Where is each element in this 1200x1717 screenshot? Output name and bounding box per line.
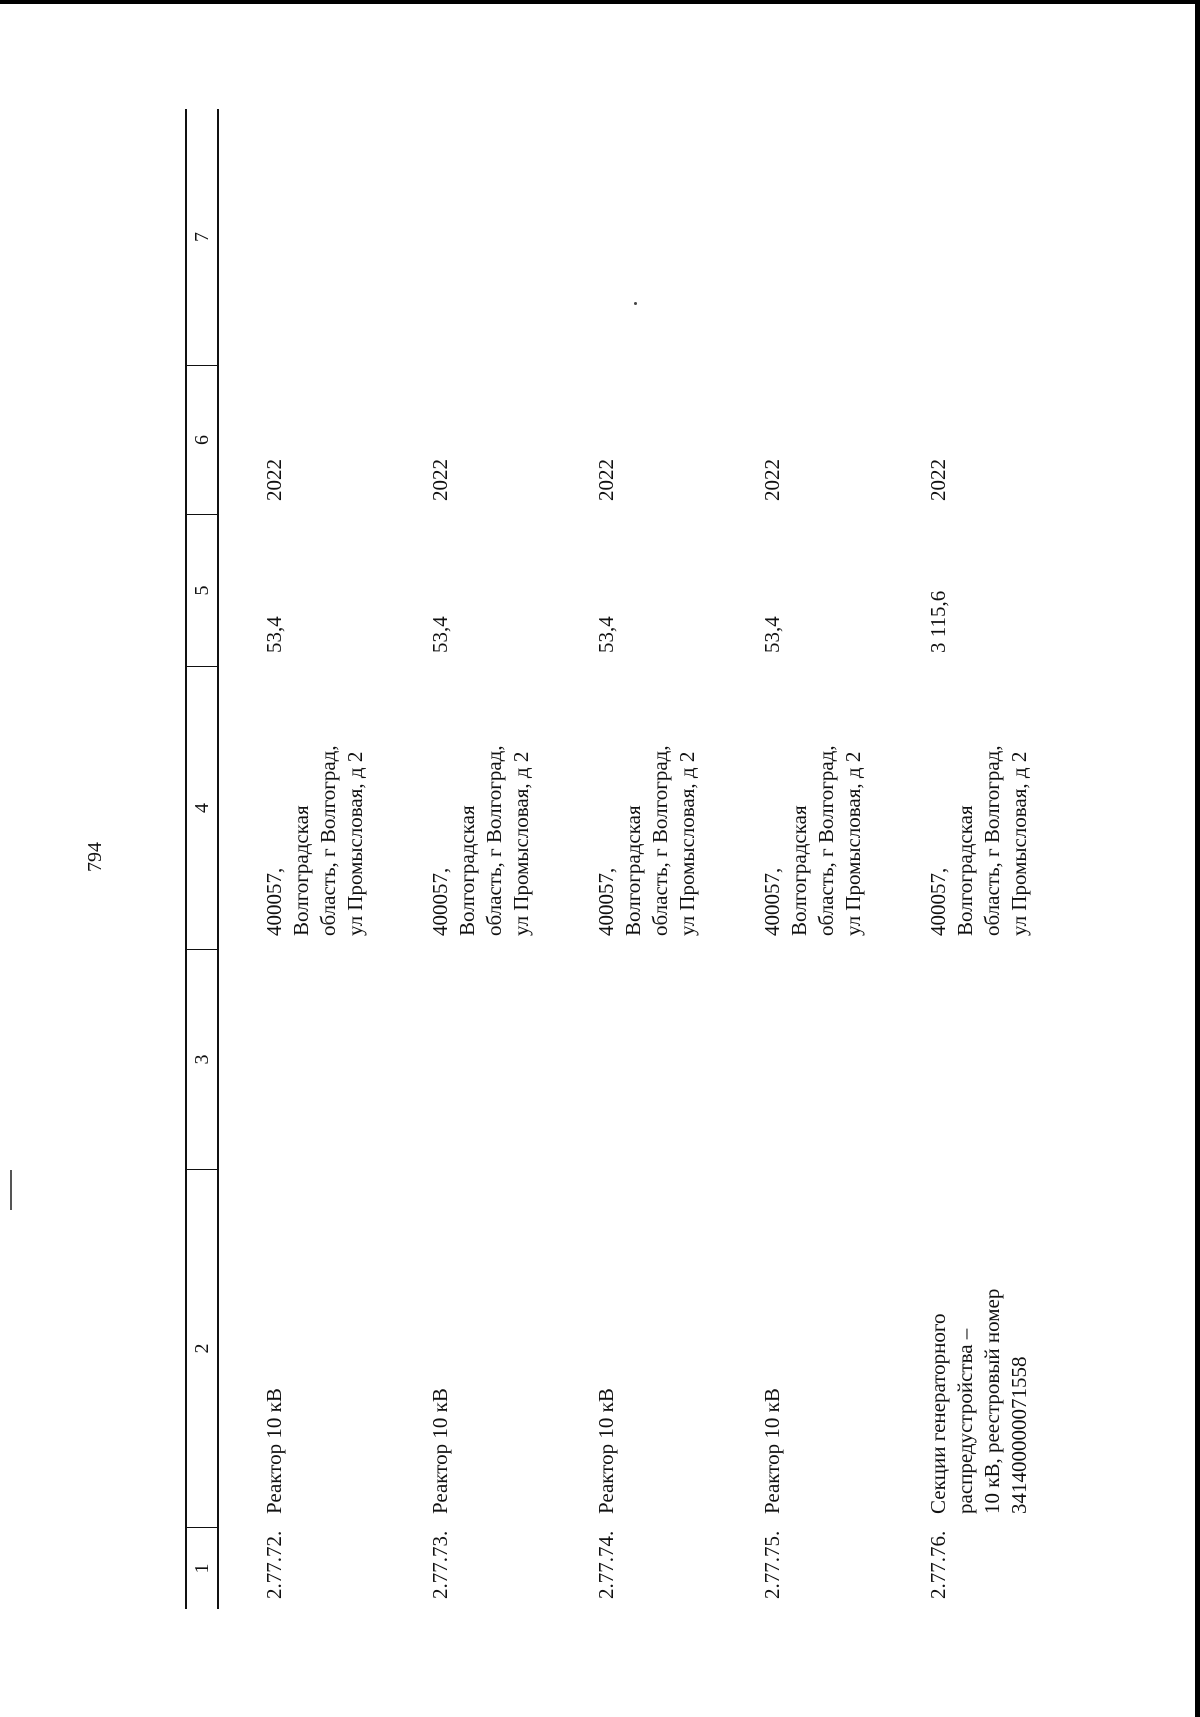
column-header-5: 5 bbox=[187, 515, 217, 667]
address-cell-line: ул Промысловая, д 2 bbox=[343, 751, 367, 936]
address-cell-line: 400057, bbox=[262, 867, 286, 936]
table-row bbox=[551, 109, 717, 1609]
value-cell: 53,4 bbox=[594, 616, 618, 653]
table-body bbox=[219, 109, 1049, 1609]
address-cell-line: область, г Волгоград, bbox=[316, 745, 340, 936]
address-cell-line: область, г Волгоград, bbox=[648, 745, 672, 936]
value-cell: 53,4 bbox=[262, 616, 286, 653]
column-header-6: 6 bbox=[187, 366, 217, 515]
address-cell-line: Волгоградская bbox=[953, 805, 977, 936]
address-cell bbox=[551, 667, 717, 950]
year-cell: 2022 bbox=[594, 459, 618, 501]
address-cell-line: ул Промысловая, д 2 bbox=[841, 751, 865, 936]
address-cell-line: Волгоградская bbox=[455, 805, 479, 936]
address-cell-line: 400057, bbox=[760, 867, 784, 936]
column3-cell bbox=[385, 950, 551, 1170]
data-table bbox=[185, 109, 1049, 1609]
name-cell-line: 341400000071558 bbox=[1007, 1356, 1031, 1514]
row-number-cell: 2.77.75. bbox=[760, 1530, 784, 1599]
table-row bbox=[219, 109, 385, 1609]
address-cell-line: 400057, bbox=[926, 867, 950, 936]
year-cell: 2022 bbox=[926, 459, 950, 501]
name-cell-line: 10 кВ, реестровый номер bbox=[980, 1288, 1004, 1514]
page-number: 794 bbox=[84, 842, 106, 872]
value-cell: 3 115,6 bbox=[926, 590, 950, 653]
column-header-2: 2 bbox=[187, 1170, 217, 1528]
name-cell-line: распредустройства – bbox=[953, 1328, 977, 1514]
address-cell-line: Волгоградская bbox=[289, 805, 313, 936]
year-cell: 2022 bbox=[262, 459, 286, 501]
year-cell: 2022 bbox=[760, 459, 784, 501]
table-header-row bbox=[187, 109, 219, 1609]
column-header-1: 1 bbox=[191, 1563, 213, 1574]
address-cell-line: 400057, bbox=[594, 867, 618, 936]
address-cell-line: Волгоградская bbox=[621, 805, 645, 936]
name-cell bbox=[883, 1170, 1049, 1528]
row-number-cell: 2.77.73. bbox=[428, 1530, 452, 1599]
table-row bbox=[717, 109, 883, 1609]
column3-cell bbox=[717, 950, 883, 1170]
value-cell: 53,4 bbox=[428, 616, 452, 653]
column7-cell bbox=[883, 109, 1049, 366]
table-row bbox=[883, 109, 1049, 1609]
year-cell: 2022 bbox=[428, 459, 452, 501]
column7-cell bbox=[717, 109, 883, 366]
table-row bbox=[385, 109, 551, 1609]
column7-cell bbox=[385, 109, 551, 366]
address-cell bbox=[883, 667, 1049, 950]
value-cell: 53,4 bbox=[760, 616, 784, 653]
name-cell-line: Реактор 10 кВ bbox=[594, 1388, 618, 1514]
address-cell-line: ул Промысловая, д 2 bbox=[675, 751, 699, 936]
column-header-4: 4 bbox=[187, 667, 217, 950]
column7-cell bbox=[219, 109, 385, 366]
row-number-cell: 2.77.74. bbox=[594, 1530, 618, 1599]
address-cell-line: область, г Волгоград, bbox=[980, 745, 1004, 936]
name-cell bbox=[219, 1170, 385, 1528]
name-cell-line: Реактор 10 кВ bbox=[760, 1388, 784, 1514]
row-number-cell: 2.77.72. bbox=[262, 1530, 286, 1599]
address-cell-line: 400057, bbox=[428, 867, 452, 936]
address-cell bbox=[385, 667, 551, 950]
column3-cell bbox=[551, 950, 717, 1170]
column3-cell bbox=[883, 950, 1049, 1170]
address-cell-line: Волгоградская bbox=[787, 805, 811, 936]
name-cell bbox=[717, 1170, 883, 1528]
name-cell bbox=[551, 1170, 717, 1528]
column-header-7: 7 bbox=[187, 109, 217, 366]
column7-cell bbox=[551, 109, 717, 366]
address-cell-line: ул Промысловая, д 2 bbox=[1007, 751, 1031, 936]
address-cell bbox=[717, 667, 883, 950]
address-cell bbox=[219, 667, 385, 950]
column3-cell bbox=[219, 950, 385, 1170]
column-header-3: 3 bbox=[187, 950, 217, 1170]
name-cell bbox=[385, 1170, 551, 1528]
name-cell-line: Секции генераторного bbox=[926, 1313, 950, 1514]
row-number-cell: 2.77.76. bbox=[926, 1530, 950, 1599]
name-cell-line: Реактор 10 кВ bbox=[428, 1388, 452, 1514]
address-cell-line: ул Промысловая, д 2 bbox=[509, 751, 533, 936]
address-cell-line: область, г Волгоград, bbox=[482, 745, 506, 936]
name-cell-line: Реактор 10 кВ bbox=[262, 1388, 286, 1514]
address-cell-line: область, г Волгоград, bbox=[814, 745, 838, 936]
